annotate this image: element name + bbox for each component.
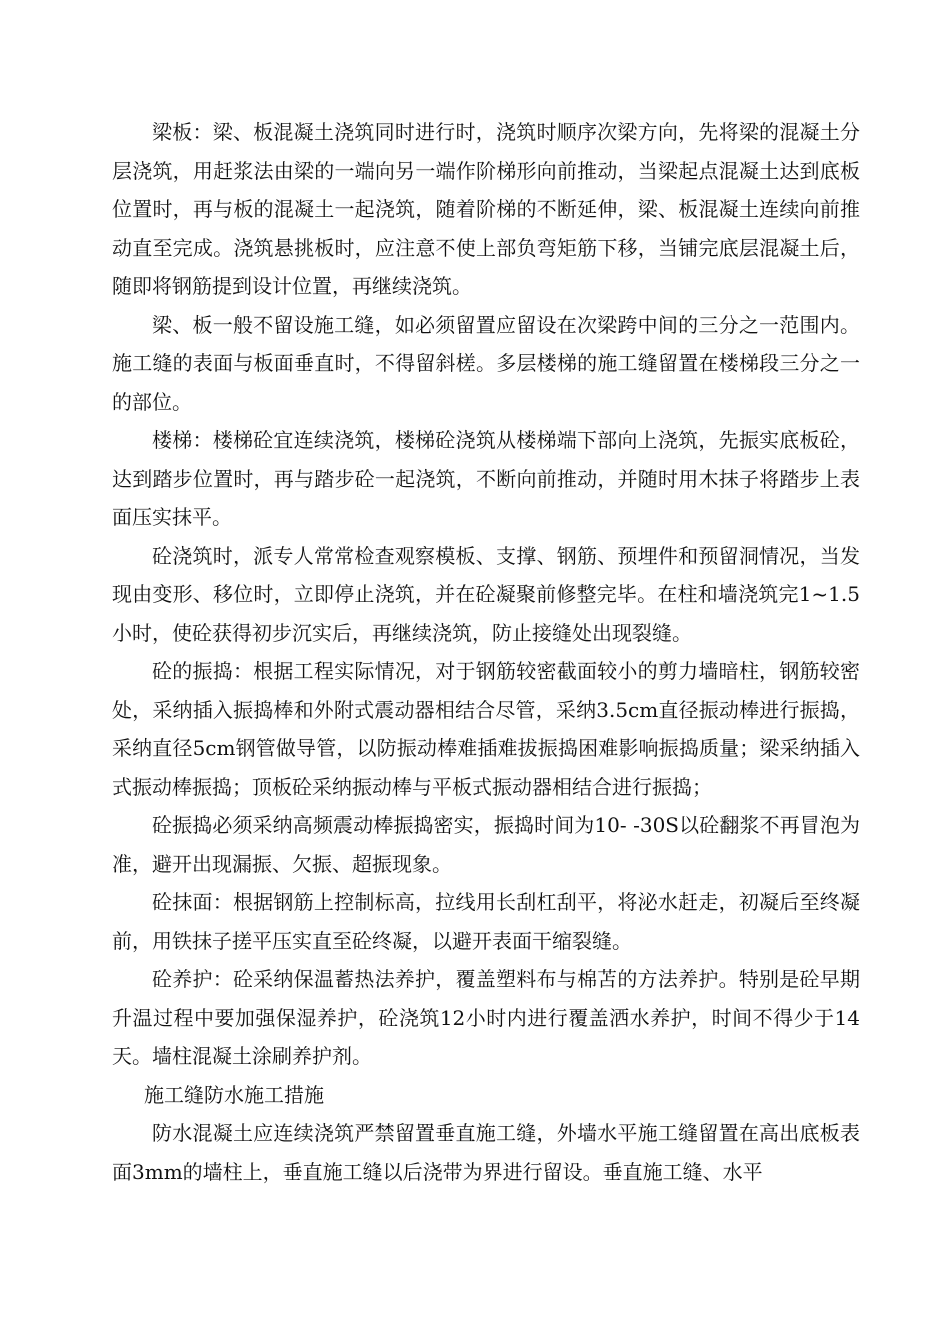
- paragraph-curing: 砼养护：砼采纳保温蓄热法养护，覆盖塑料布与棉苫的方法养护。特别是砼早期升温过程中要加强保湿养护，砼浇筑12小时内进行覆盖洒水养护，时间不得少于14天。墙柱混凝土涂刷养护剂。: [112, 967, 860, 1068]
- paragraph-vibration-time: 砼振捣必须采纳高频震动棒振捣密实，振捣时间为10- -30S以砼翻浆不再冒泡为准，避开出现漏振、欠振、超振现象。: [112, 813, 860, 876]
- paragraph-inspection: 砼浇筑时，派专人常常检查观察模板、支撑、钢筋、预埋件和预留洞情况，当发现由变形、移位时，立即停止浇筑，并在砼凝聚前修整完毕。在柱和墙浇筑完1~1.5小时，使砼获得初步沉实后，再继续浇筑，防止接缝处出现裂缝。: [112, 543, 860, 645]
- paragraph-construction-joint: 梁、板一般不留设施工缝，如必须留置应留设在次梁跨中间的三分之一范围内。施工缝的表面与板面垂直时，不得留斜槎。多层楼梯的施工缝留置在楼梯段三分之一的部位。: [112, 312, 860, 414]
- paragraph-vibration: 砼的振捣：根据工程实际情况，对于钢筋较密截面较小的剪力墙暗柱，钢筋较密处，采纳插入振捣棒和外附式震动器相结合尽管，采纳3.5cm直径振动棒进行振捣，采纳直径5cm钢管做导管，以防振动棒难插难拔振捣困难影响振捣质量；梁采纳插入式振动棒振捣；顶板砼采纳振动棒与平板式振动器相结合进行振捣；: [112, 659, 860, 799]
- paragraph-stairs: 楼梯：楼梯砼宜连续浇筑，楼梯砼浇筑从楼梯端下部向上浇筑，先振实底板砼，达到踏步位置时，再与踏步砼一起浇筑，不断向前推动，并随时用木抹子将踏步上表面压实抹平。: [112, 428, 860, 529]
- paragraph-surface-finish: 砼抹面：根据钢筋上控制标高，拉线用长刮杠刮平，将泌水赶走，初凝后至终凝前，用铁抹子搓平压实直至砼终凝，以避开表面干缩裂缝。: [112, 890, 860, 953]
- paragraph-beam-slab: 梁板：梁、板混凝土浇筑同时进行时，浇筑时顺序次梁方向，先将梁的混凝土分层浇筑，用赶浆法由梁的一端向另一端作阶梯形向前推动，当梁起点混凝土达到底板位置时，再与板的混凝土一起浇筑，随着阶梯的不断延伸，梁、板混凝土连续向前推动直至完成。浇筑悬挑板时，应注意不使上部负弯矩筋下移，当铺完底层混凝土后，随即将钢筋提到设计位置，再继续浇筑。: [112, 120, 860, 298]
- section-heading: 施工缝防水施工措施: [144, 1082, 324, 1107]
- document-body: [112, 113, 860, 1191]
- paragraph-waterproof-joint: 防水混凝土应连续浇筑严禁留置垂直施工缝，外墙水平施工缝留置在高出底板表面3mm的墙柱上，垂直施工缝以后浇带为界进行留设。垂直施工缝、水平: [112, 1121, 860, 1184]
